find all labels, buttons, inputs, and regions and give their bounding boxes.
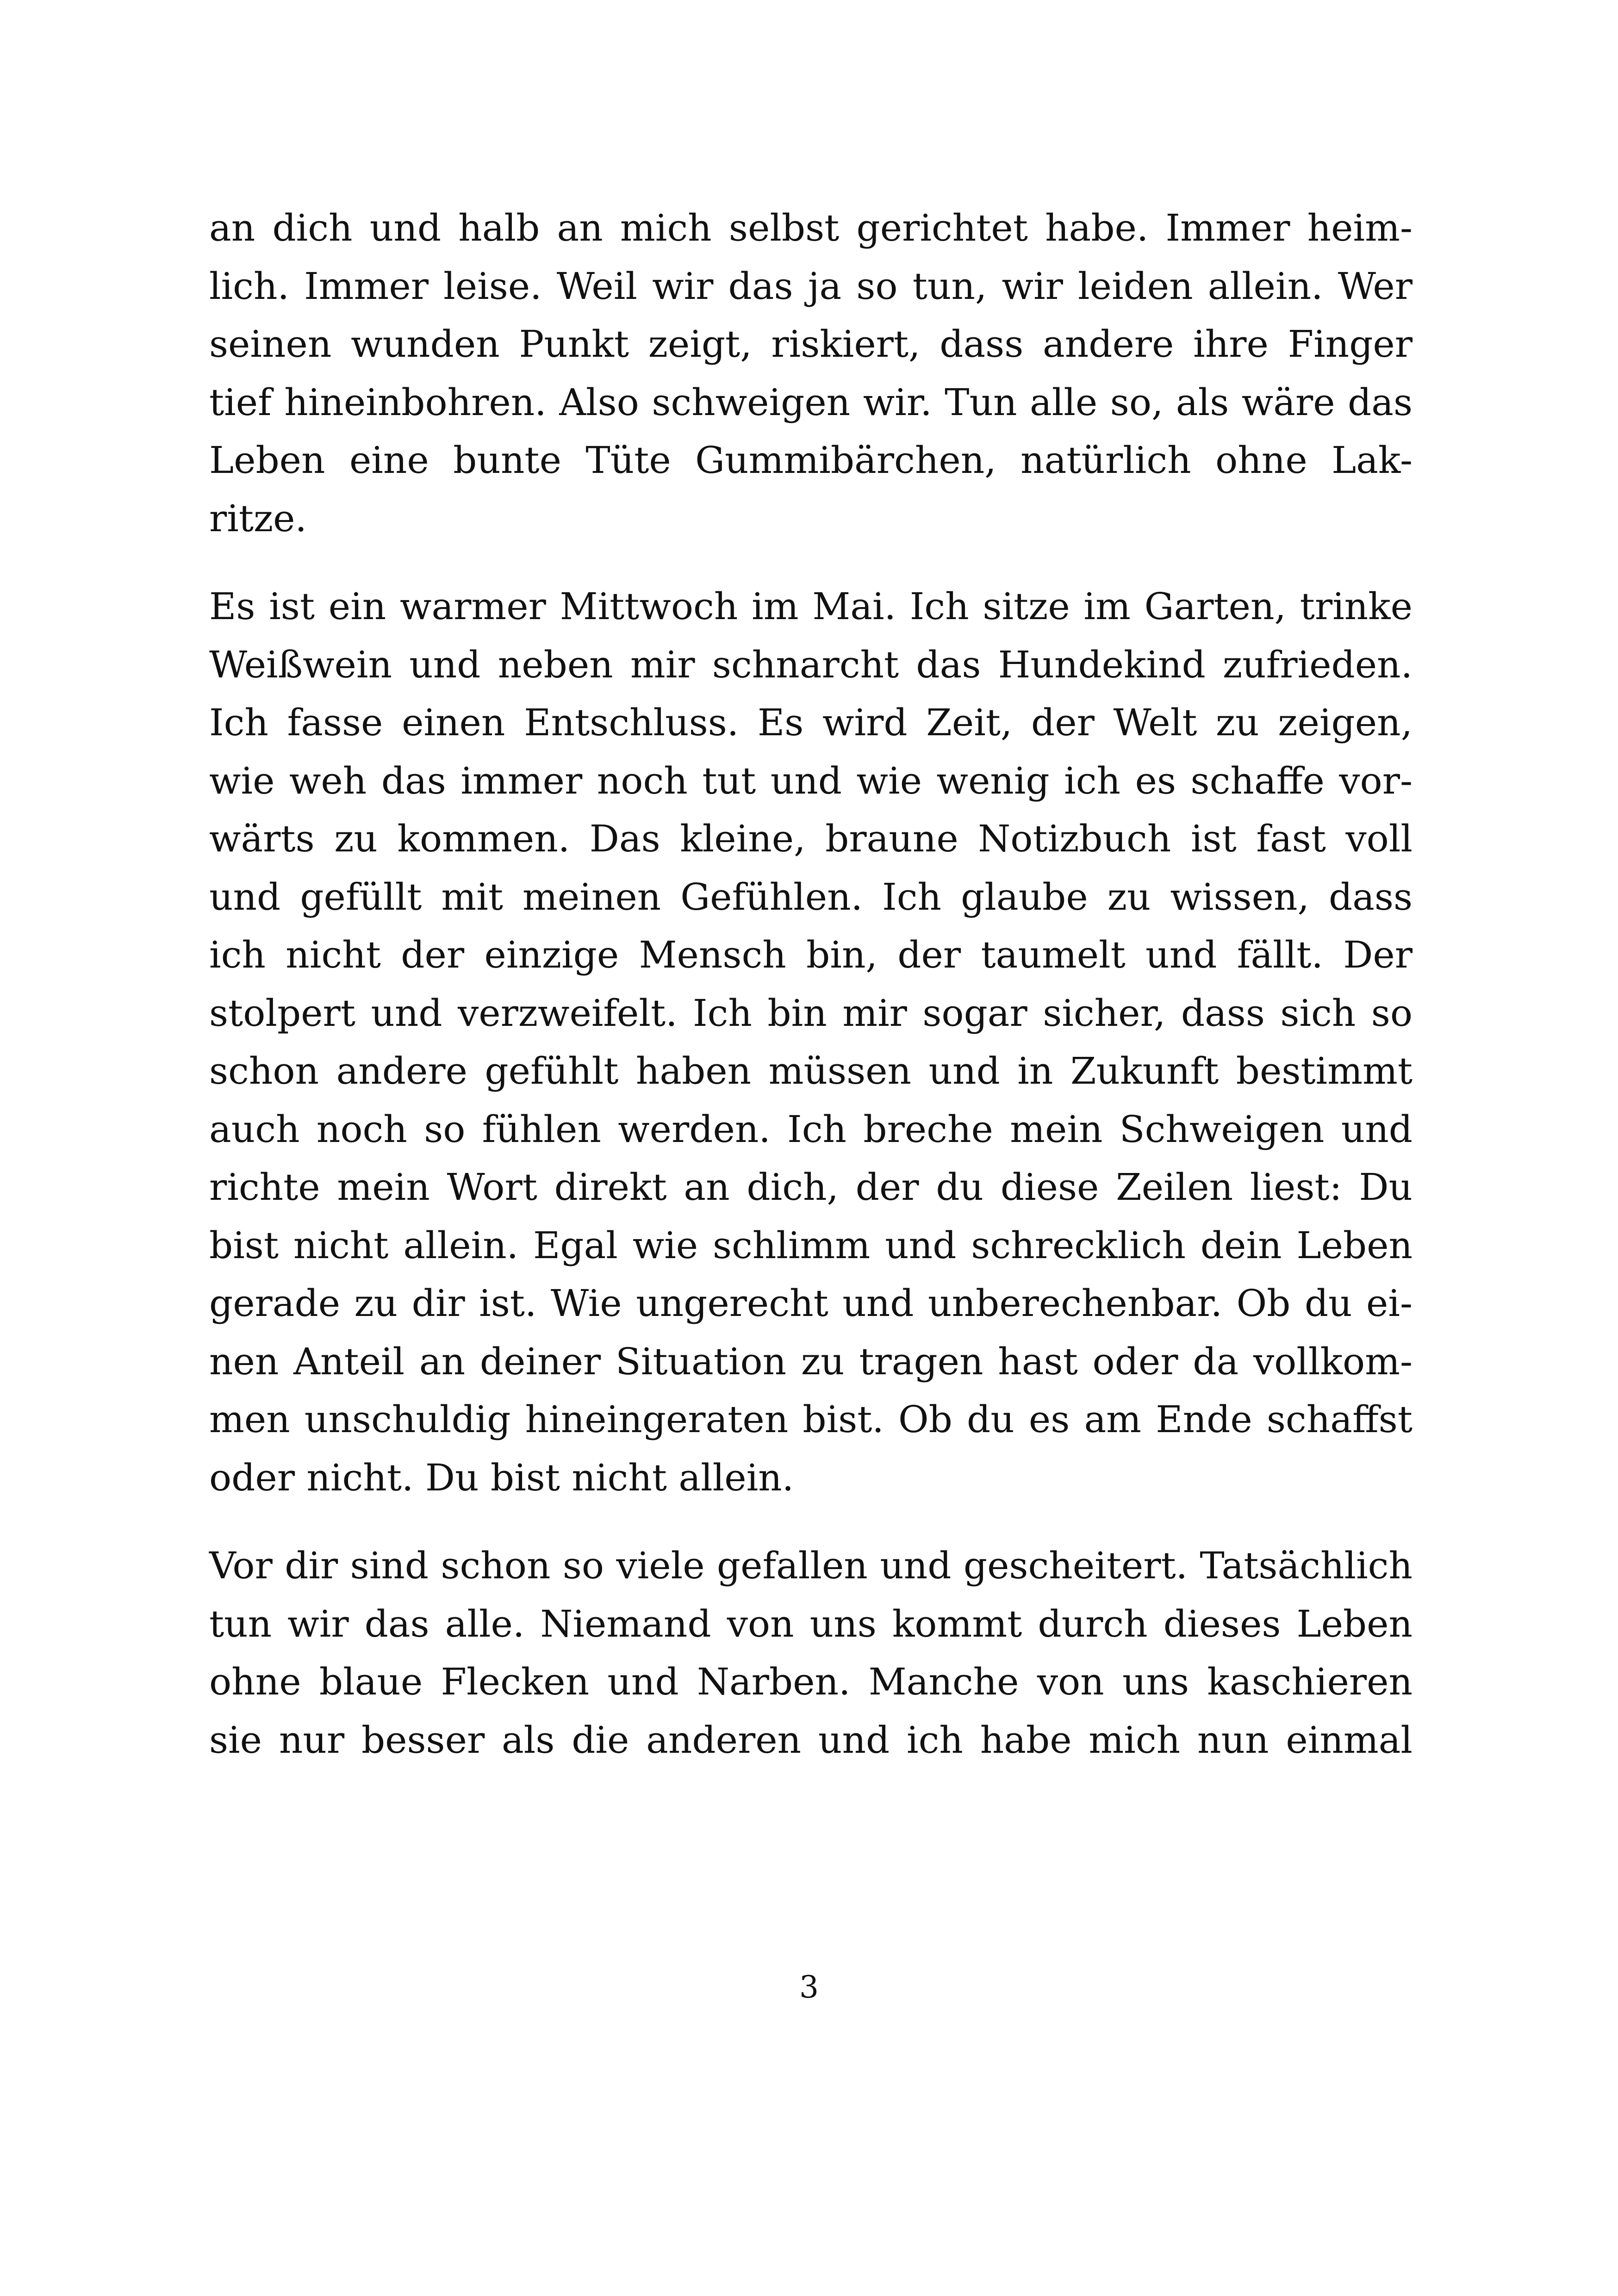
text-line: bist nicht allein. Egal wie schlimm und schrecklich dein Leben [209,1223,1413,1267]
page-number: 3 [799,1969,819,2005]
text-line: schon andere gefühlt haben müssen und in Zukunft bestimmt [209,1049,1413,1092]
paragraph-2 [209,577,1413,1507]
text-line: ich nicht der einzige Mensch bin, der taumelt und fällt. Der [209,933,1413,976]
text-line: sie nur besser als die anderen und ich habe mich nun einmal [209,1718,1413,1762]
text-line: tun wir das alle. Niemand von uns kommt durch dieses Leben [209,1602,1413,1645]
paragraph-1 [209,199,1413,547]
text-line: gerade zu dir ist. Wie ungerecht und unberechenbar. Ob du ei- [209,1282,1413,1325]
paragraph-3 [209,1537,1413,1769]
text-line: Es ist ein warmer Mittwoch im Mai. Ich sitze im Garten, trinke [209,585,1413,628]
text-line: ohne blaue Flecken und Narben. Manche von uns kaschieren [209,1660,1413,1703]
text-line: Ich fasse einen Entschluss. Es wird Zeit, der Welt zu zeigen, [209,701,1413,744]
text-line: Weißwein und neben mir schnarcht das Hundekind zufrieden. [209,643,1413,686]
text-line: wärts zu kommen. Das kleine, braune Notizbuch ist fast voll [209,817,1413,860]
text-line: Leben eine bunte Tüte Gummibärchen, natürlich ohne Lak- [209,439,1413,482]
text-line: Vor dir sind schon so viele gefallen und gescheitert. Tatsächlich [209,1544,1413,1587]
text-line: tief hineinbohren. Also schweigen wir. Tun alle so, als wäre das [209,380,1413,424]
text-line: oder nicht. Du bist nicht allein. [209,1456,794,1499]
body-text [209,199,1413,1769]
text-line: lich. Immer leise. Weil wir das ja so tun, wir leiden allein. Wer [209,264,1413,308]
text-line: auch noch so fühlen werden. Ich breche mein Schweigen und [209,1107,1413,1151]
text-line: stolpert und verzweifelt. Ich bin mir sogar sicher, dass sich so [209,991,1413,1035]
text-line: seinen wunden Punkt zeigt, riskiert, dass andere ihre Finger [209,323,1413,366]
text-line: und gefüllt mit meinen Gefühlen. Ich glaube zu wissen, dass [209,875,1413,918]
text-line: richte mein Wort direkt an dich, der du diese Zeilen liest: Du [209,1166,1413,1209]
text-line: an dich und halb an mich selbst gerichtet habe. Immer heim- [209,206,1413,249]
text-line: ritze. [209,496,307,540]
text-line: nen Anteil an deiner Situation zu tragen hast oder da vollkom- [209,1340,1413,1383]
text-line: men unschuldig hineingeraten bist. Ob du es am Ende schaffst [209,1398,1413,1441]
text-line: wie weh das immer noch tut und wie wenig ich es schaffe vor- [209,759,1413,802]
